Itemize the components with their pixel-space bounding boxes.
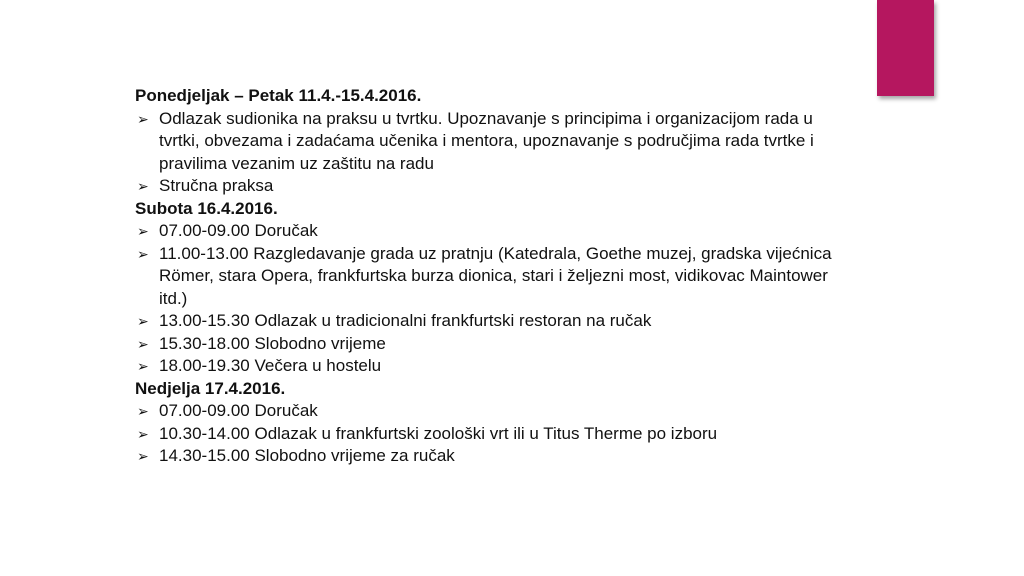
list-item <box>135 400 835 423</box>
arrowhead-bullet-icon: ➢ <box>137 425 149 442</box>
list-item-text: 07.00-09.00 Doručak <box>159 401 318 420</box>
list-item-text: Stručna praksa <box>159 176 274 195</box>
arrowhead-bullet-icon: ➢ <box>137 245 149 262</box>
schedule-content <box>135 85 835 468</box>
section-heading-weekdays: Ponedjeljak – Petak 11.4.-15.4.2016. <box>135 86 422 105</box>
list-item-text: 10.30-14.00 Odlazak u frankfurtski zoološki vrt ili u Titus Therme po izboru <box>159 423 718 443</box>
arrowhead-bullet-icon: ➢ <box>137 223 149 239</box>
arrowhead-bullet-icon: ➢ <box>137 178 149 194</box>
list-item <box>135 175 835 198</box>
list-item <box>135 220 835 243</box>
list-item <box>135 445 835 468</box>
arrowhead-bullet-icon: ➢ <box>137 110 149 127</box>
list-item <box>135 243 835 311</box>
list-item <box>135 423 835 446</box>
arrowhead-bullet-icon: ➢ <box>137 403 149 419</box>
list-item-text: Odlazak sudionika na praksu u tvrtku. Upoznavanje s principima i organizacijom rada u tvrtki, obvezama i zadaćama učenika i mentora, upoznavanje s područjima rada tvrtke i pravilima vezanim uz zaštitu na radu <box>159 108 814 173</box>
accent-bar <box>877 0 934 96</box>
list-item-text: 14.30-15.00 Slobodno vrijeme za ručak <box>159 446 455 465</box>
section-heading-saturday: Subota 16.4.2016. <box>135 198 278 218</box>
list-item-text: 11.00-13.00 Razgledavanje grada uz pratnju (Katedrala, Goethe muzej, gradska vijećnica Römer, stara Opera, frankfurtska burza dionica, stari i željezni most, vidikovac Maintower itd.) <box>159 243 832 308</box>
list-item-text: 13.00-15.30 Odlazak u tradicionalni frankfurtski restoran na ručak <box>159 311 652 330</box>
arrowhead-bullet-icon: ➢ <box>137 358 149 374</box>
arrowhead-bullet-icon: ➢ <box>137 448 149 464</box>
list-item-text: 18.00-19.30 Večera u hostelu <box>159 356 382 375</box>
arrowhead-bullet-icon: ➢ <box>137 335 149 352</box>
list-item <box>135 108 835 176</box>
arrowhead-bullet-icon: ➢ <box>137 313 149 329</box>
list-item-text: 07.00-09.00 Doručak <box>159 221 318 240</box>
section-heading-sunday: Nedjelja 17.4.2016. <box>135 378 286 398</box>
list-item <box>135 310 835 333</box>
list-item <box>135 333 835 356</box>
list-item <box>135 355 835 378</box>
list-item-text: 15.30-18.00 Slobodno vrijeme <box>159 333 386 353</box>
